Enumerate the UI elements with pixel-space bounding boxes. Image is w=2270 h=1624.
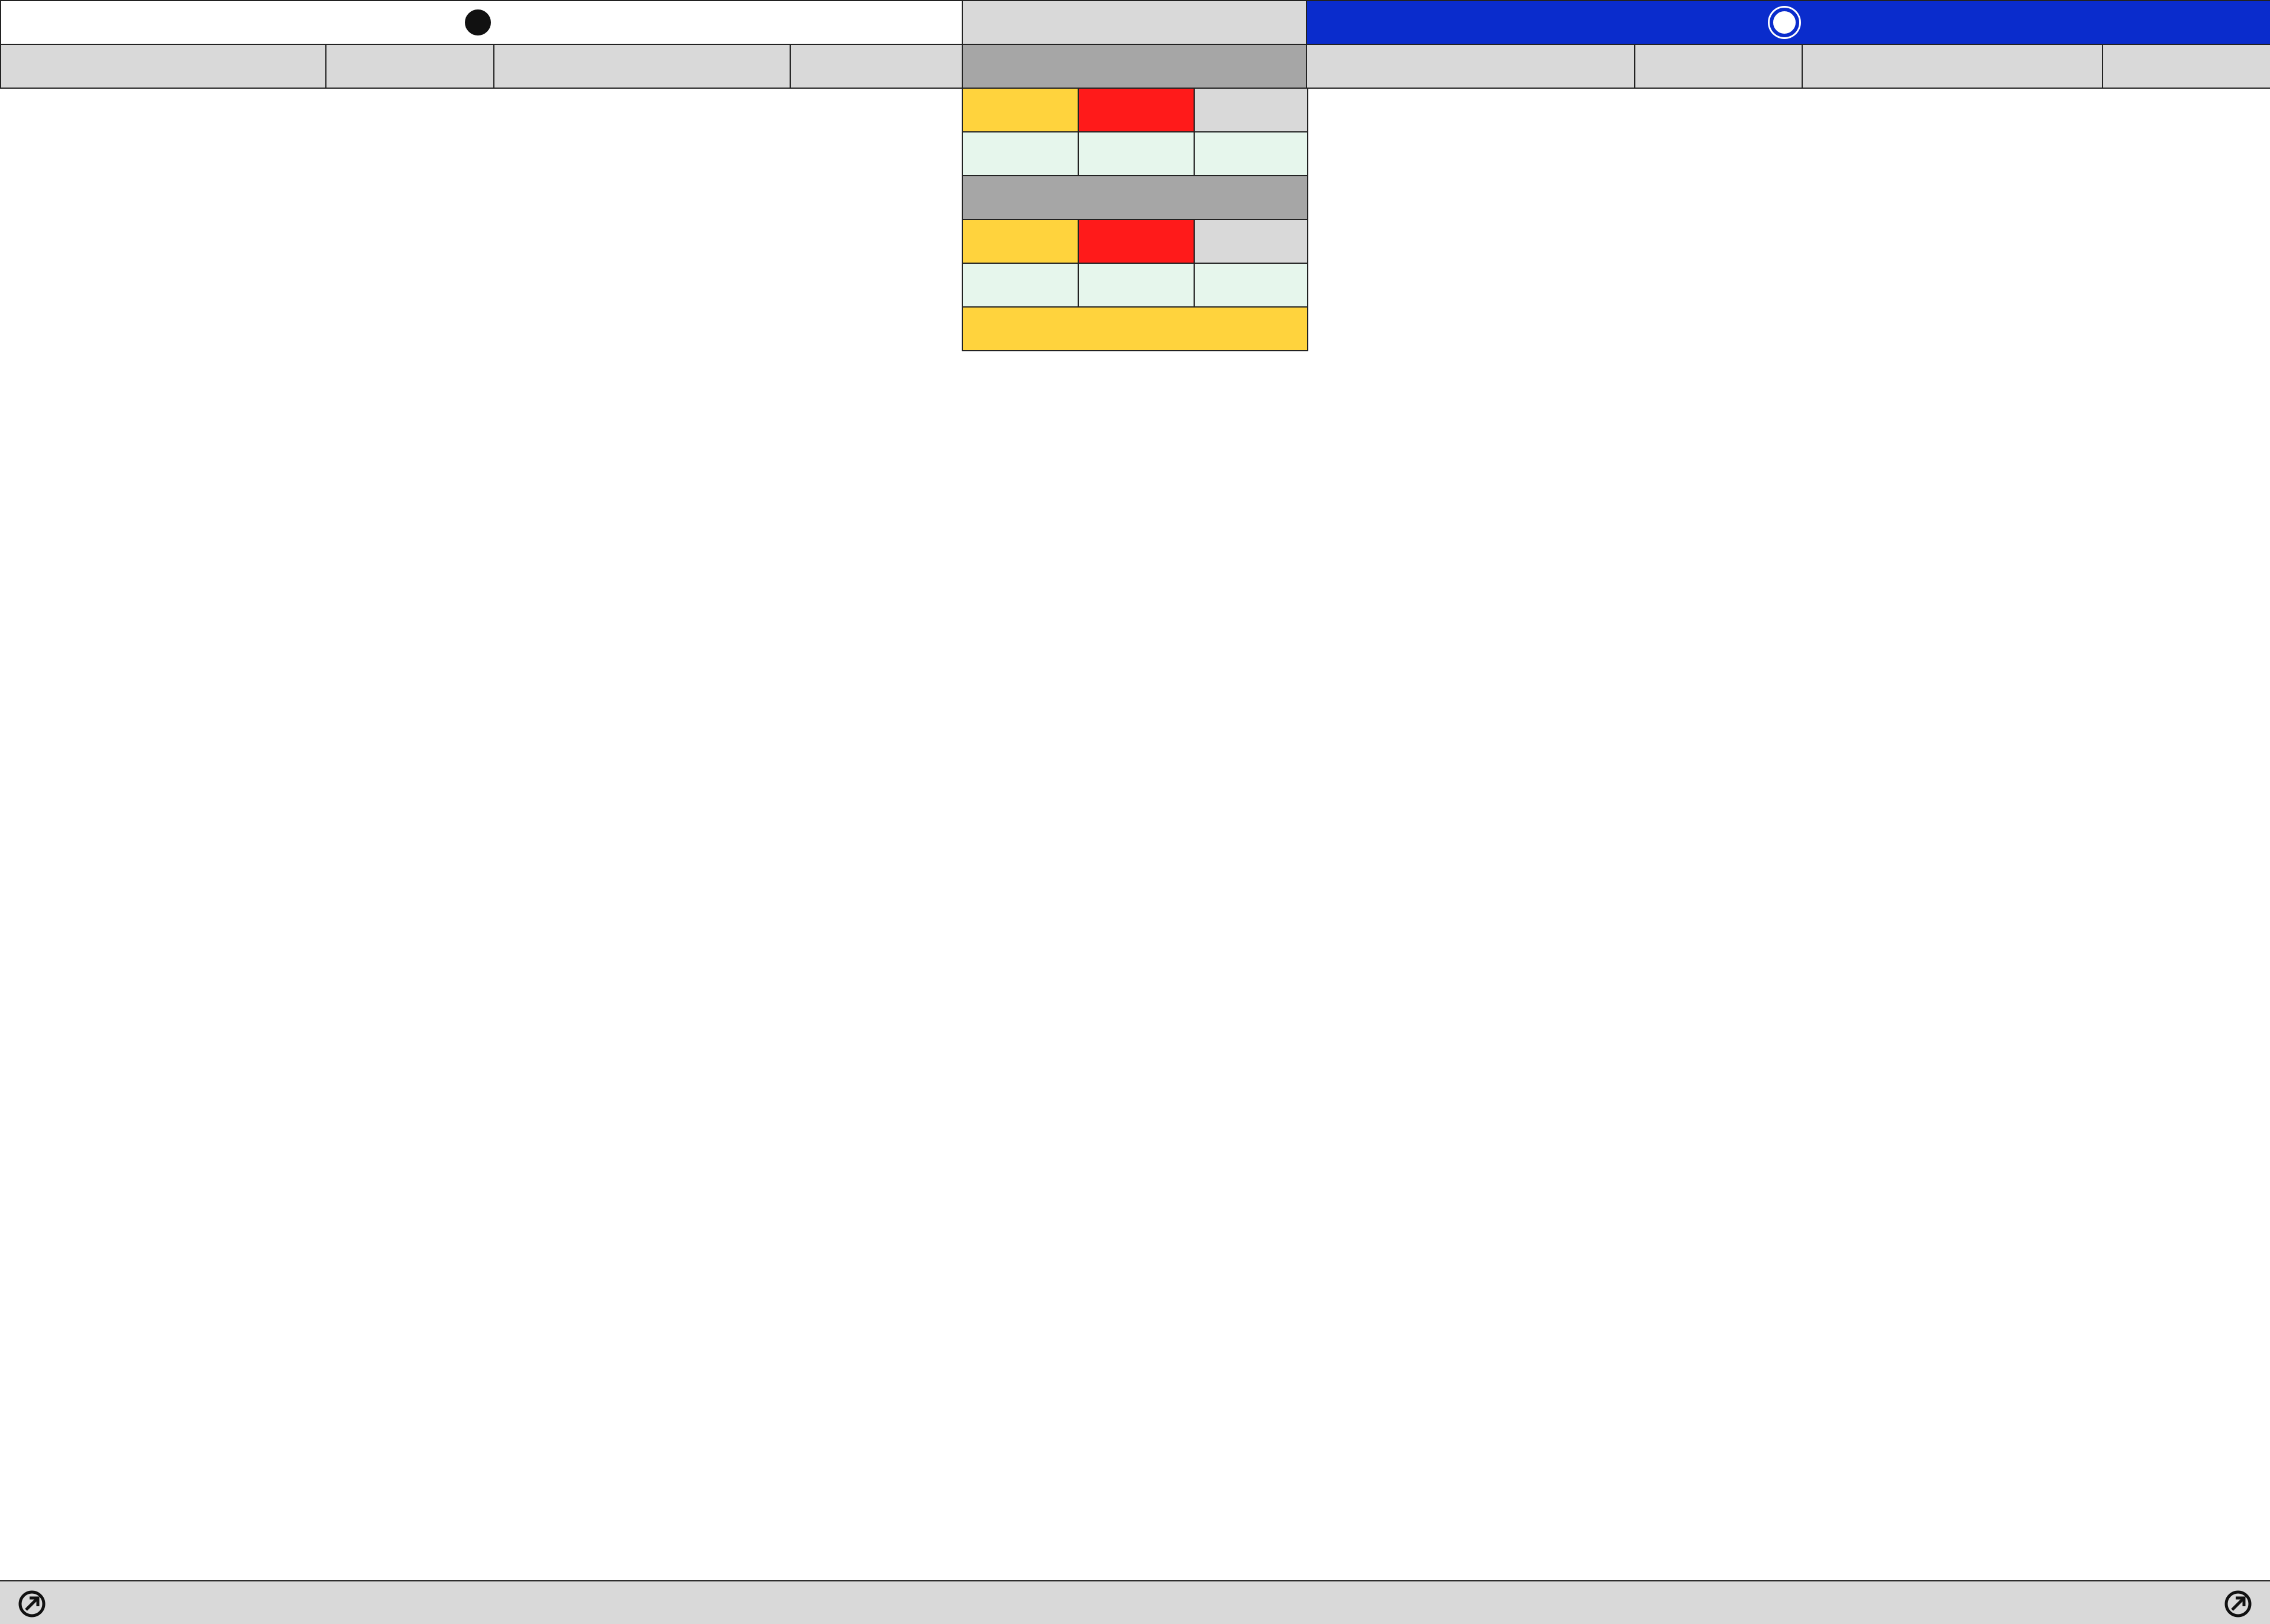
away-hit-header	[2103, 44, 2270, 88]
brighton-crest-icon	[1770, 8, 1799, 37]
yellows-label	[962, 219, 1078, 263]
reds-label	[1078, 88, 1194, 132]
home-hit-header	[326, 44, 494, 88]
away-avg-header	[1307, 44, 1635, 88]
home-avg-header	[494, 44, 790, 88]
home-avg-header	[1, 44, 326, 88]
away-avg-header	[1802, 44, 2103, 88]
brand-logo-right-icon	[2224, 1590, 2252, 1618]
away-team-stats	[1306, 0, 2270, 89]
ref-career-fouls	[1194, 263, 1308, 307]
ref-career-reds	[1078, 263, 1194, 307]
current-season-header	[962, 44, 1308, 88]
ref-current-reds	[1078, 132, 1194, 176]
home-team-stats	[0, 0, 964, 89]
footer	[0, 1580, 2270, 1624]
twitter-handle	[962, 307, 1308, 351]
fulham-crest-icon	[465, 9, 491, 35]
sections	[0, 351, 2270, 1580]
career-header	[962, 176, 1308, 219]
brand-logo-left-icon	[18, 1590, 46, 1618]
yellows-label	[962, 88, 1078, 132]
referee-header	[962, 1, 1308, 44]
away-hit-header	[1635, 44, 1802, 88]
ref-current-yellows	[962, 132, 1078, 176]
reds-label	[1078, 219, 1194, 263]
ref-current-fouls	[1194, 132, 1308, 176]
home-team-header	[1, 1, 963, 44]
home-hit-header	[790, 44, 963, 88]
away-team-header	[1307, 1, 2270, 44]
fouls-pg-label	[1194, 219, 1308, 263]
referee-stats	[962, 0, 1308, 351]
top-block	[0, 0, 2270, 351]
ref-career-yellows	[962, 263, 1078, 307]
fouls-pg-label	[1194, 88, 1308, 132]
